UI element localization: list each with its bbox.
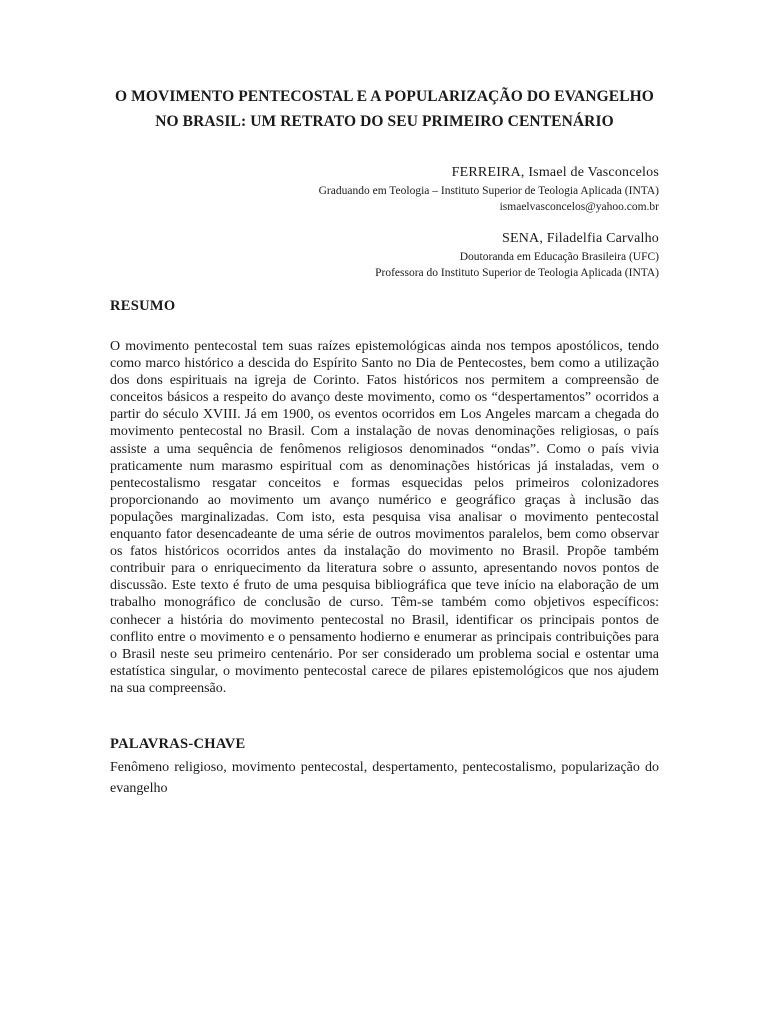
author-affiliation: Doutoranda em Educação Brasileira (UFC) bbox=[459, 251, 659, 263]
author-affiliation: Professora do Instituto Superior de Teologia Aplicada (INTA) bbox=[375, 267, 659, 279]
author-email: ismaelvasconcelos@yahoo.com.br bbox=[499, 201, 659, 213]
title-line-1: O MOVIMENTO PENTECOSTAL E A POPULARIZAÇÃO DO EVANGELHO bbox=[115, 88, 654, 105]
author-sena bbox=[110, 229, 659, 281]
abstract-paragraph: O movimento pentecostal tem suas raízes epistemológicas ainda nos tempos apostólicos, tendo como marco histórico a descida do Espírito Santo no Dia de Pentecostes, bem como a utilização dos dons espirituais na igreja de Corinto. Fatos históricos nos permitem a compreensão de conceitos básicos a respeito do avanço deste movimento, como os “despertamentos” ocorridos a partir do século XVIII. Já em 1900, os eventos ocorridos em Los Angeles marcam a chegada do movimento pentecostal no Brasil. Com a instalação de novas denominações religiosas, o país assiste a uma sequência de fenômenos religiosos denominados “ondas”. Como o país vivia praticamente num marasmo espiritual com as denominações históricas já instaladas, vem o pentecostalismo resgatar conceitos e formas esquecidas pelos primeiros colonizadores proporcionando ao movimento um avanço numérico e geográfico graças à inclusão das populações marginalizadas. Com isto, esta pesquisa visa analisar o movimento pentecostal enquanto fator desencadeante de uma série de outros movimentos paralelos, bem como observar os fatos históricos ocorridos antes da instalação do movimento no Brasil. Propõe também contribuir para o enriquecimento da literatura sobre o assunto, apresentando novos pontos de discussão. Este texto é fruto de uma pesquisa bibliográfica que teve início na elaboração de um trabalho monográfico de conclusão de curso. Têm-se também como objetivos específicos: conhecer a história do movimento pentecostal no Brasil, identificar os principais pontos de conflito entre o movimento e o pensamento hodierno e enumerar as principais contribuições para o Brasil neste seu primeiro centenário. Por ser considerado um problema social e ostentar uma estatística singular, o movimento pentecostal carece de pilares epistemológicos que nos ajudem na sua compreensão. bbox=[110, 339, 659, 696]
paper-title bbox=[110, 84, 659, 134]
resumo-heading: RESUMO bbox=[110, 298, 176, 314]
author-list bbox=[110, 163, 659, 281]
author-name: FERREIRA, Ismael de Vasconcelos bbox=[451, 165, 659, 180]
keywords-text: Fenômeno religioso, movimento pentecostal, despertamento, pentecostalismo, popularização do evangelho bbox=[110, 759, 659, 796]
document-page bbox=[110, 84, 659, 813]
author-ferreira bbox=[110, 163, 659, 215]
author-affiliation: Graduando em Teologia – Instituto Superior de Teologia Aplicada (INTA) bbox=[318, 185, 659, 197]
keywords-heading: PALAVRAS-CHAVE bbox=[110, 735, 246, 752]
author-name: SENA, Filadelfia Carvalho bbox=[501, 231, 659, 246]
title-line-2: NO BRASIL: UM RETRATO DO SEU PRIMEIRO CENTENÁRIO bbox=[155, 113, 614, 130]
